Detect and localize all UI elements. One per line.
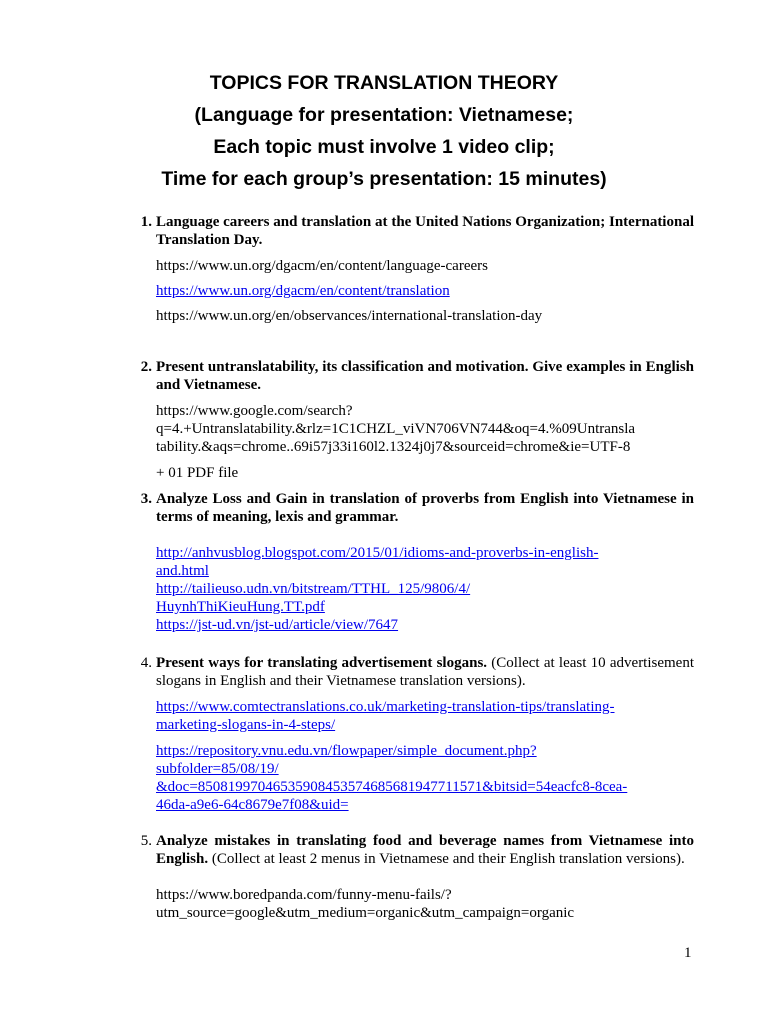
topic-5: [140, 832, 694, 922]
topic-link[interactable]: https://www.google.com/search? q=4.+Untranslatability.&rlz=1C1CHZL_viVN706VN744&oq=4.%09Untransla tability.&aqs=chrome..69i57j33i160l2.1324j0j7&sourceid=chrome&ie=UTF-8: [156, 403, 636, 455]
title-line-1: TOPICS FOR TRANSLATION THEORY: [209, 72, 559, 94]
topic-links: [156, 544, 694, 634]
title-line-4: Time for each group’s presentation: 15 minutes): [161, 168, 607, 190]
topic-heading: Analyze mistakes in translating food and beverage names from Vietnamese into English. (Collect at least 2 menus in Vietnamese and their English translation versions).: [156, 833, 694, 867]
topic-link[interactable]: and.html: [156, 563, 209, 579]
topic-heading: Present ways for translating advertisement slogans. (Collect at least 10 advertisement slogans in English and their Vietnamese translation versions).: [156, 655, 695, 689]
topic-1: [140, 213, 694, 325]
topic-number: 5.: [140, 833, 152, 849]
topic-heading: Analyze Loss and Gain in translation of proverbs from English into Vietnamese in terms of meaning, lexis and grammar.: [156, 491, 694, 525]
document-title: [0, 67, 768, 195]
title-line-2: (Language for presentation: Vietnamese;: [194, 104, 574, 126]
topic-4: [140, 654, 695, 814]
topic-link[interactable]: http://anhvusblog.blogspot.com/2015/01/idioms-and-proverbs-in-english-: [156, 545, 599, 561]
topic-link[interactable]: https://repository.vnu.edu.vn/flowpaper/simple_document.php? subfolder=85/08/19/ &doc=85081997046535908453574685681947711571&bitsid=54eacfc8-8cea- 46da-a9e6-64c8679e7f08&uid=: [156, 743, 628, 813]
topic-number: 3.: [140, 491, 152, 507]
topic-link[interactable]: http://tailieuso.udn.vn/bitstream/TTHL_125/9806/4/: [156, 581, 471, 597]
topic-heading: Language careers and translation at the United Nations Organization; International Translation Day.: [156, 214, 694, 248]
topic-link[interactable]: https://www.un.org/dgacm/en/content/translation: [156, 283, 450, 299]
topic-link[interactable]: https://www.un.org/en/observances/international-translation-day: [156, 308, 543, 324]
topic-link[interactable]: https://www.boredpanda.com/funny-menu-fails/? utm_source=google&utm_medium=organic&utm_campaign=organic: [156, 887, 575, 921]
topic-link[interactable]: https://www.comtectranslations.co.uk/marketing-translation-tips/translating- marketing-slogans-in-4-steps/: [156, 699, 615, 733]
topic-note: + 01 PDF file: [156, 465, 239, 481]
topic-number: 2.: [140, 359, 152, 375]
title-line-3: Each topic must involve 1 video clip;: [213, 136, 555, 158]
topic-number: 4.: [140, 655, 152, 671]
topic-2: [140, 358, 694, 482]
topic-link[interactable]: https://jst-ud.vn/jst-ud/article/view/7647: [156, 617, 399, 633]
topic-number: 1.: [140, 214, 152, 230]
page-number: 1: [684, 945, 692, 961]
topic-heading: Present untranslatability, its classification and motivation. Give examples in English and Vietnamese.: [156, 359, 694, 393]
topic-link[interactable]: HuynhThiKieuHung.TT.pdf: [156, 599, 325, 615]
topic-link[interactable]: https://www.un.org/dgacm/en/content/language-careers: [156, 258, 488, 274]
topic-3: [140, 490, 694, 634]
